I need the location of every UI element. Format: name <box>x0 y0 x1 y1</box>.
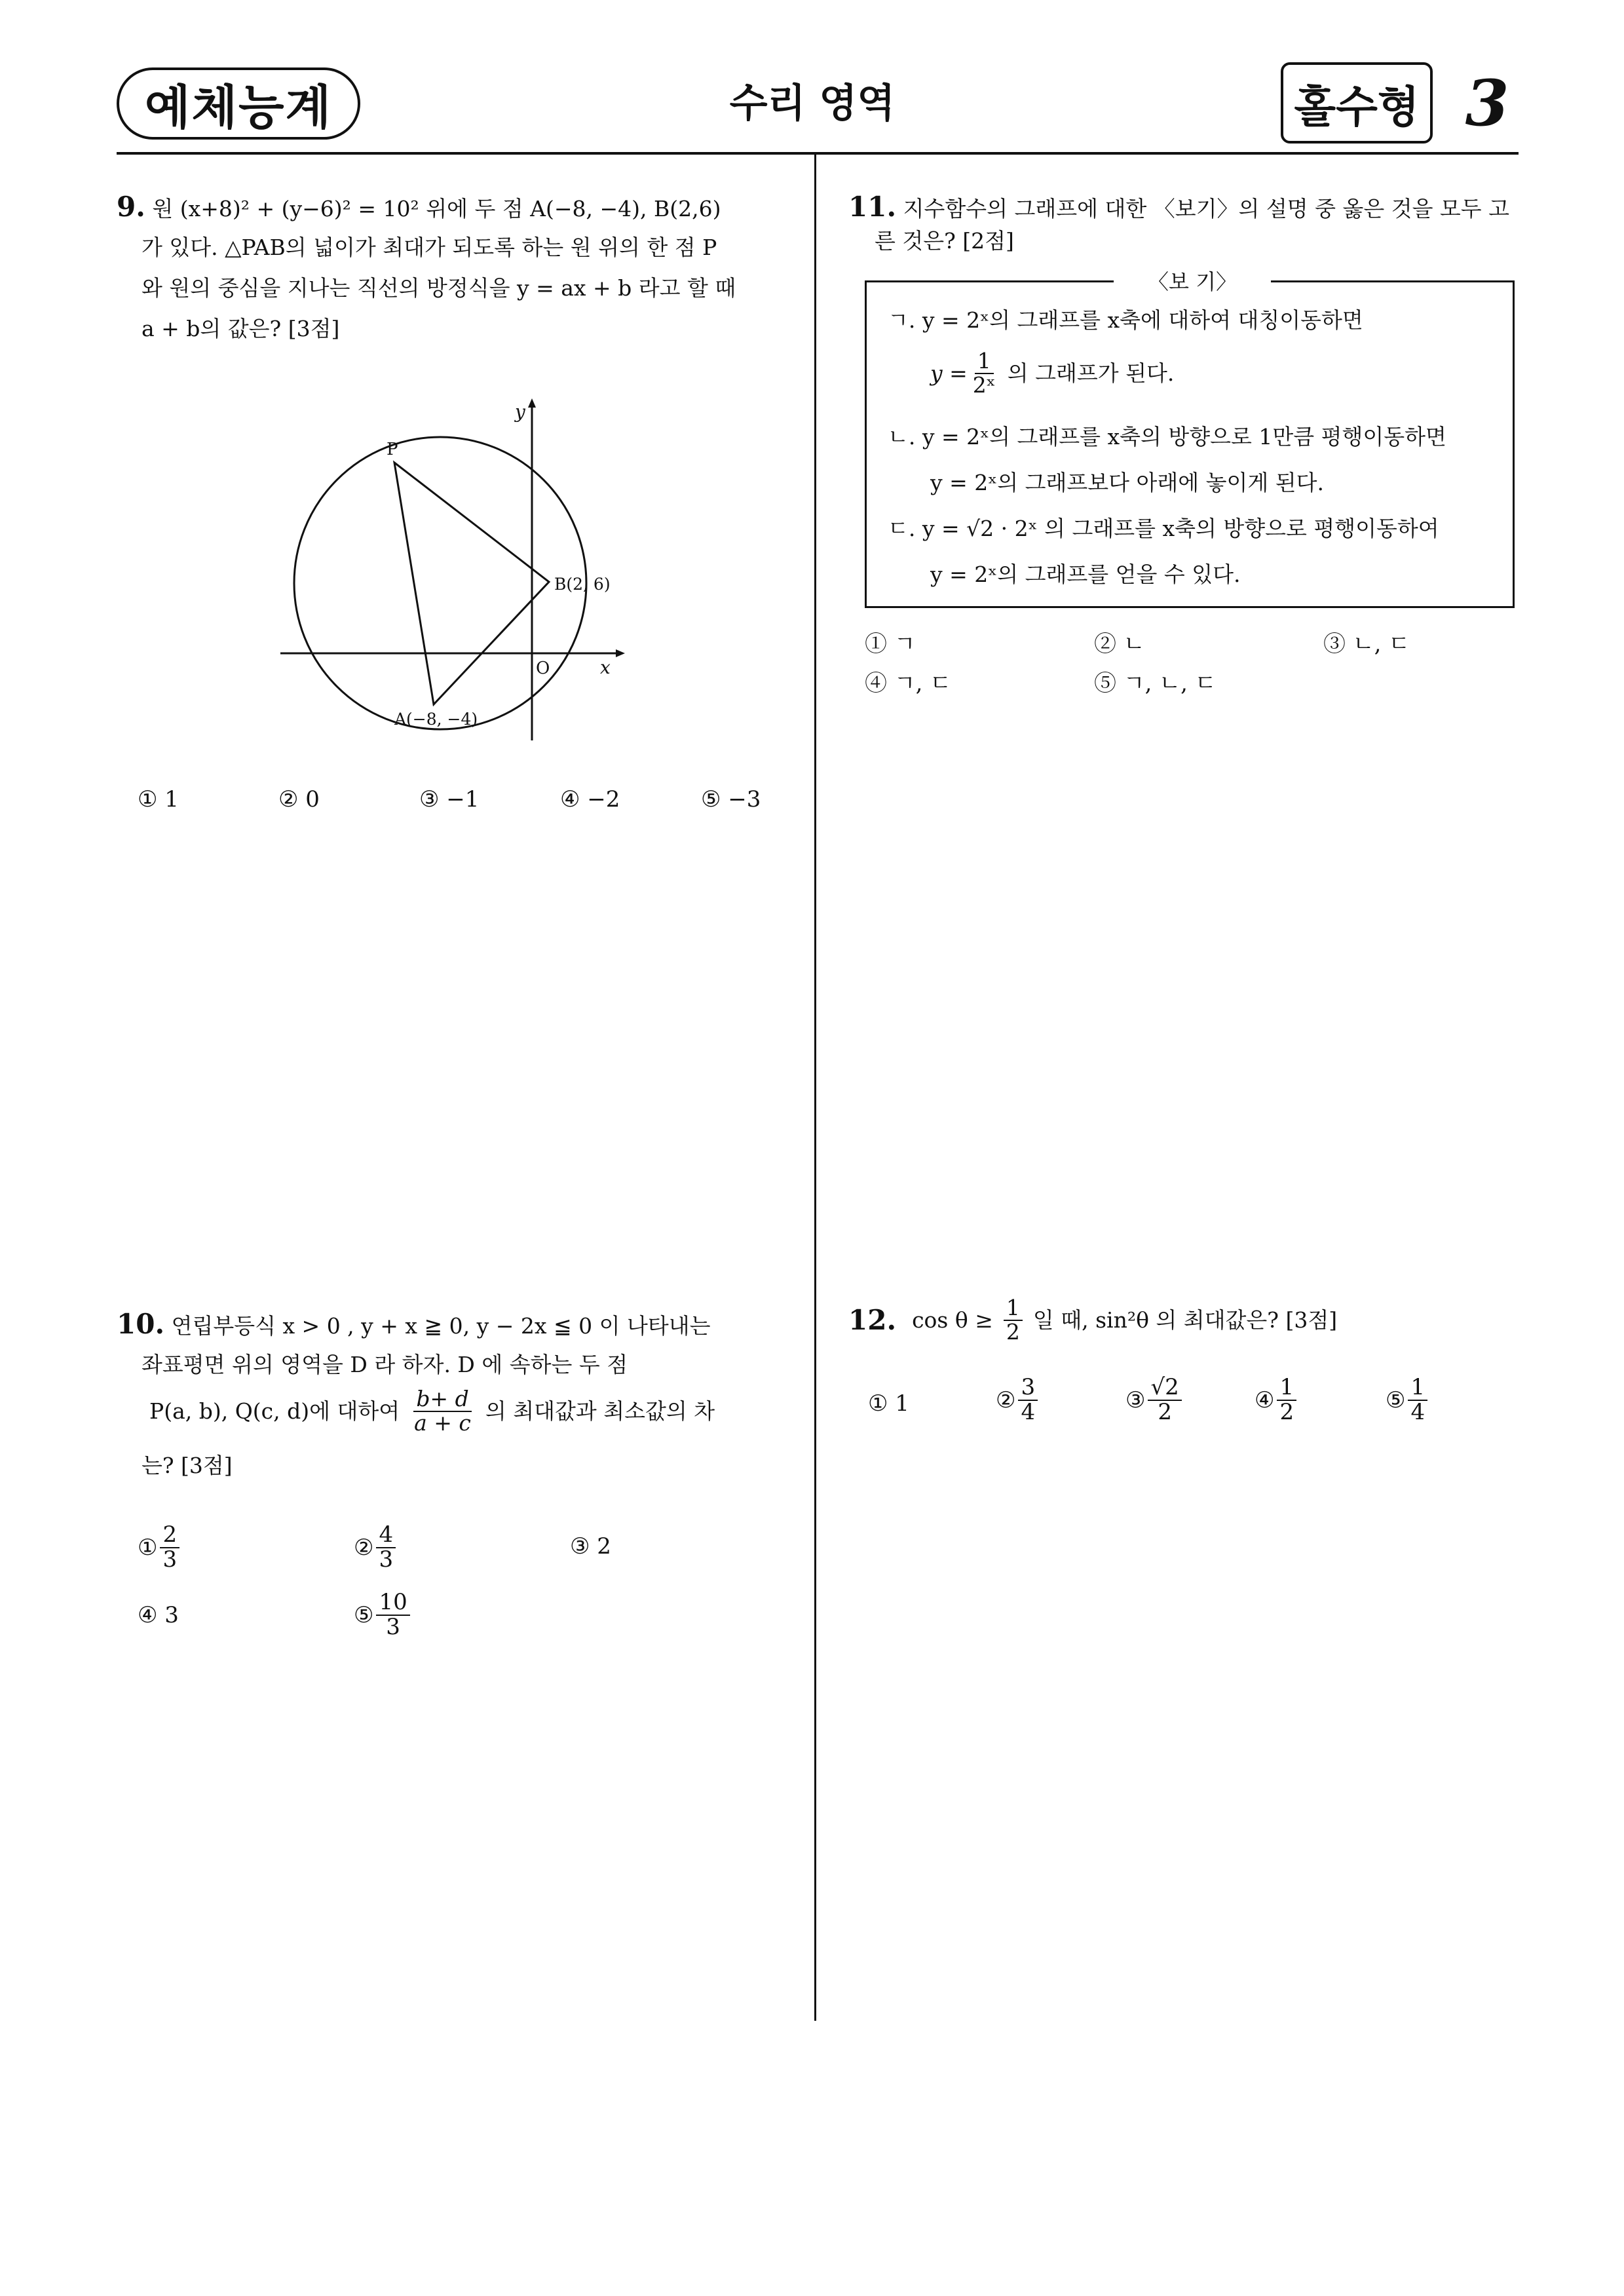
fraction <box>1148 1376 1181 1424</box>
choice-4[interactable] <box>1255 1376 1299 1424</box>
bogi-item-3-cont: y = 2ˣ의 그래프를 얻을 수 있다. <box>930 562 1241 587</box>
label-x: x <box>600 657 611 678</box>
question-text-line: P(a, b), Q(c, d)에 대하여 <box>149 1398 400 1424</box>
choice-mark: ③ <box>1125 1387 1146 1413</box>
question-text-line: 의 최대값과 최소값의 차 <box>485 1398 715 1424</box>
question-text-line: 원 (x+8)² + (y−6)² = 10² 위에 두 점 A(−8, −4), B(2,6) <box>152 196 721 221</box>
fraction-numerator: 2 <box>160 1523 179 1548</box>
choice-3[interactable]: ③ ㄴ, ㄷ <box>1323 631 1410 657</box>
question-text-line: 와 원의 중심을 지나는 직선의 방정식을 y = ax + b 라고 할 때 <box>142 275 736 301</box>
label-origin: O <box>536 659 550 678</box>
choice-5[interactable]: ⑤ ㄱ, ㄴ, ㄷ <box>1094 670 1217 697</box>
question-text-line: 지수함수의 그래프에 대한 〈보기〉의 설명 중 옳은 것을 모두 고 <box>903 196 1510 221</box>
choice-4[interactable]: ④ −2 <box>560 786 620 813</box>
choice-1[interactable]: ① 1 <box>868 1390 909 1417</box>
choice-2[interactable]: ② 0 <box>278 786 320 813</box>
fraction <box>160 1523 179 1571</box>
fraction-denominator: a + c <box>414 1410 471 1436</box>
fraction <box>376 1591 409 1639</box>
question-text: 일 때, sin²θ 의 최대값은? [3점] <box>1032 1307 1338 1333</box>
circle <box>294 437 586 729</box>
fraction <box>411 1388 474 1434</box>
y-axis-arrow <box>528 398 536 408</box>
fraction-denominator: 3 <box>379 1546 394 1573</box>
choice-1[interactable]: ① ㄱ <box>865 631 916 657</box>
fraction-numerator: 1 <box>975 350 994 374</box>
bogi-item-1: ㄱ. y = 2ˣ의 그래프를 x축에 대하여 대칭이동하면 <box>888 307 1363 333</box>
bogi-title: 〈보 기〉 <box>1114 267 1271 294</box>
bogi-item-2: ㄴ. y = 2ˣ의 그래프를 x축의 방향으로 1만큼 평행이동하면 <box>888 424 1446 450</box>
page-title: 수리 영역 <box>729 81 896 126</box>
bogi-item-2-cont: y = 2ˣ의 그래프보다 아래에 놓이게 된다. <box>930 470 1324 495</box>
question-number: 9. <box>117 191 145 223</box>
fraction-numerator: 10 <box>376 1591 409 1616</box>
choice-mark: ⑤ <box>354 1601 374 1628</box>
fraction-denominator: 4 <box>1021 1398 1036 1425</box>
label-b: B(2, 6) <box>554 575 611 594</box>
question-text: cos θ ≥ <box>912 1307 993 1333</box>
fraction <box>376 1523 396 1571</box>
choice-4[interactable]: ④ ㄱ, ㄷ <box>865 670 952 697</box>
triangle-pab <box>394 463 549 704</box>
choice-5[interactable] <box>1386 1376 1430 1424</box>
fraction <box>970 350 998 396</box>
question-number: 11. <box>848 191 897 223</box>
fraction-numerator: 3 <box>1018 1376 1038 1401</box>
choice-2[interactable]: ② ㄴ <box>1094 631 1145 657</box>
header-divider <box>117 152 1519 155</box>
question-text-line: a + b의 값은? [3점] <box>142 316 340 341</box>
choice-1[interactable]: ① 1 <box>138 786 179 813</box>
choice-4[interactable]: ④ 3 <box>138 1602 179 1628</box>
choice-5[interactable] <box>354 1591 413 1639</box>
choice-mark: ② <box>354 1534 374 1561</box>
fraction-numerator: √2 <box>1148 1376 1181 1401</box>
choice-3[interactable]: ③ −1 <box>419 786 480 813</box>
fraction-denominator: 3 <box>386 1613 400 1640</box>
exam-type-badge: 홀수형 <box>1281 62 1433 144</box>
question-number: 12. <box>848 1304 897 1336</box>
fraction-denominator: 4 <box>1410 1398 1426 1425</box>
section-label-badge: 예체능계 <box>117 67 360 140</box>
choice-3[interactable] <box>1125 1376 1184 1424</box>
fraction-numerator: 4 <box>376 1523 396 1548</box>
choice-mark: ④ <box>1255 1387 1275 1413</box>
question-number: 10. <box>117 1308 165 1340</box>
page-number: 3 <box>1465 66 1509 140</box>
column-divider <box>814 152 816 2021</box>
fraction <box>1408 1376 1427 1424</box>
fraction <box>1004 1297 1023 1343</box>
circle-triangle-figure <box>275 393 629 747</box>
fraction-numerator: 1 <box>1277 1376 1296 1401</box>
x-axis-arrow <box>616 649 625 657</box>
bogi-item-3: ㄷ. y = √2 · 2ˣ 의 그래프를 x축의 방향으로 평행이동하여 <box>888 516 1439 541</box>
question-text-line: 른 것은? [2점] <box>875 228 1014 254</box>
choice-mark: ⑤ <box>1386 1387 1406 1413</box>
fraction-denominator: 2ˣ <box>972 372 996 398</box>
choice-mark: ② <box>996 1387 1016 1413</box>
fraction <box>1277 1376 1296 1424</box>
fraction-denominator: 2 <box>1279 1398 1294 1425</box>
fraction-denominator: 3 <box>162 1546 178 1573</box>
text: y = <box>930 360 968 386</box>
choice-3[interactable]: ③ 2 <box>570 1533 611 1559</box>
fraction-numerator: 1 <box>1408 1376 1427 1401</box>
text: 의 그래프가 된다. <box>1007 360 1175 386</box>
question-text-line: 는? [3점] <box>142 1453 233 1478</box>
fraction-denominator: 2 <box>1158 1398 1172 1425</box>
label-p: P <box>387 440 398 459</box>
fraction-numerator: 1 <box>1004 1297 1023 1321</box>
fraction-numerator: b+ d <box>413 1388 471 1412</box>
bogi-item-1-cont <box>930 344 1174 403</box>
choice-5[interactable]: ⑤ −3 <box>701 786 761 813</box>
fraction-denominator: 2 <box>1006 1319 1020 1345</box>
label-y: y <box>515 401 525 423</box>
choice-2[interactable] <box>996 1376 1040 1424</box>
question-text-line: 연립부등식 x > 0 , y + x ≧ 0, y − 2x ≦ 0 이 나타내는 <box>171 1313 711 1339</box>
label-a: A(−8, −4) <box>394 710 478 729</box>
question-text-line: 좌표평면 위의 영역을 D 라 하자. D 에 속하는 두 점 <box>142 1352 628 1377</box>
choice-1[interactable] <box>138 1523 182 1571</box>
choice-mark: ① <box>138 1534 158 1561</box>
choice-2[interactable] <box>354 1523 398 1571</box>
fraction <box>1018 1376 1038 1424</box>
question-text-line: 가 있다. △PAB의 넓이가 최대가 되도록 하는 원 위의 한 점 P <box>142 235 717 260</box>
